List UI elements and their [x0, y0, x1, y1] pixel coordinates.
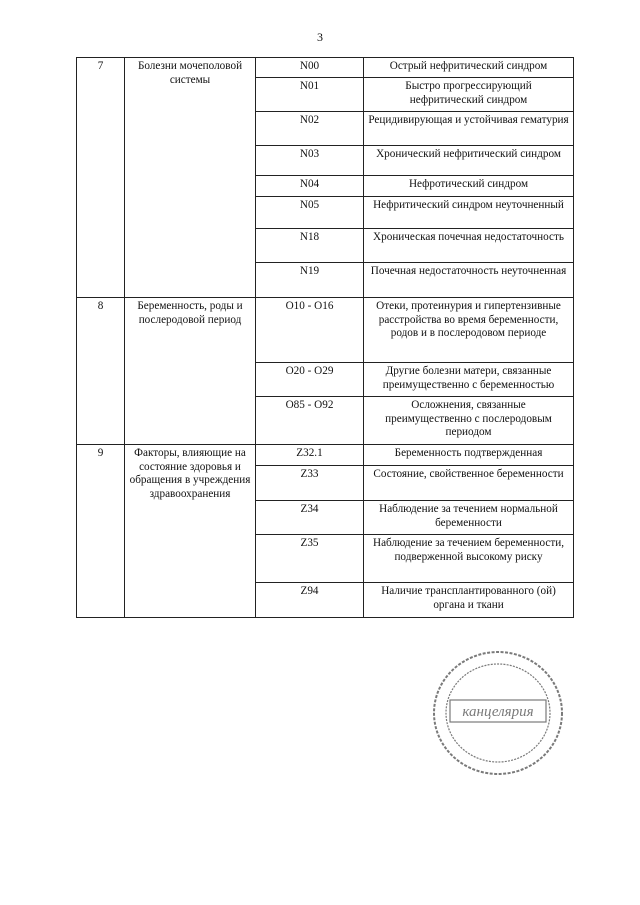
diagnosis-code: N18 — [256, 229, 364, 263]
diagnosis-description: Нефротический синдром — [364, 176, 574, 197]
diagnosis-code: N01 — [256, 78, 364, 112]
diagnosis-description: Рецидивирующая и устойчивая гематурия — [364, 112, 574, 146]
diagnosis-code: N02 — [256, 112, 364, 146]
disease-codes-table — [76, 57, 574, 618]
diagnosis-code: N03 — [256, 146, 364, 176]
office-stamp — [430, 648, 566, 778]
diagnosis-code: Z35 — [256, 535, 364, 583]
group-name: Беременность, роды и послеродовой период — [125, 298, 256, 445]
diagnosis-description: Почечная недостаточность неуточненная — [364, 263, 574, 298]
diagnosis-description: Быстро прогрессирующий нефритический синдром — [364, 78, 574, 112]
group-number: 8 — [77, 298, 125, 445]
diagnosis-description: Острый нефритический синдром — [364, 58, 574, 78]
diagnosis-code: O85 - O92 — [256, 397, 364, 445]
diagnosis-code: N19 — [256, 263, 364, 298]
diagnosis-code: N00 — [256, 58, 364, 78]
diagnosis-description: Осложнения, связанные преимущественно с послеродовым периодом — [364, 397, 574, 445]
group-name: Болезни мочеполовой системы — [125, 58, 256, 298]
stamp-text: канцелярия — [462, 704, 534, 720]
diagnosis-description: Другие болезни матери, связанные преимущественно с беременностью — [364, 363, 574, 397]
group-number: 7 — [77, 58, 125, 298]
diagnosis-description: Хронический нефритический синдром — [364, 146, 574, 176]
diagnosis-description: Наблюдение за течением беременности, подверженной высокому риску — [364, 535, 574, 583]
diagnosis-code: Z94 — [256, 583, 364, 618]
diagnosis-description: Беременность подтвержденная — [364, 445, 574, 466]
diagnosis-code: N05 — [256, 197, 364, 229]
diagnosis-description: Наблюдение за течением нормальной беременности — [364, 501, 574, 535]
diagnosis-description: Состояние, свойственное беременности — [364, 466, 574, 501]
diagnosis-code: Z34 — [256, 501, 364, 535]
diagnosis-code: Z32.1 — [256, 445, 364, 466]
page-number: 3 — [317, 30, 323, 44]
diagnosis-code: O20 - O29 — [256, 363, 364, 397]
table-row — [77, 445, 574, 466]
diagnosis-description: Наличие трансплантированного (ой) органа и ткани — [364, 583, 574, 618]
diagnosis-description: Хроническая почечная недостаточность — [364, 229, 574, 263]
group-name: Факторы, влияющие на состояние здоровья и обращения в учреждения здравоохранения — [125, 445, 256, 618]
diagnosis-code: Z33 — [256, 466, 364, 501]
diagnosis-description: Отеки, протеинурия и гипертензивные расстройства во время беременности, родов и в послеродовом периоде — [364, 298, 574, 363]
table-row — [77, 298, 574, 363]
table-row — [77, 58, 574, 78]
group-number: 9 — [77, 445, 125, 618]
diagnosis-description: Нефритический синдром неуточненный — [364, 197, 574, 229]
table-body — [77, 58, 574, 618]
diagnosis-code: O10 - O16 — [256, 298, 364, 363]
diagnosis-code: N04 — [256, 176, 364, 197]
